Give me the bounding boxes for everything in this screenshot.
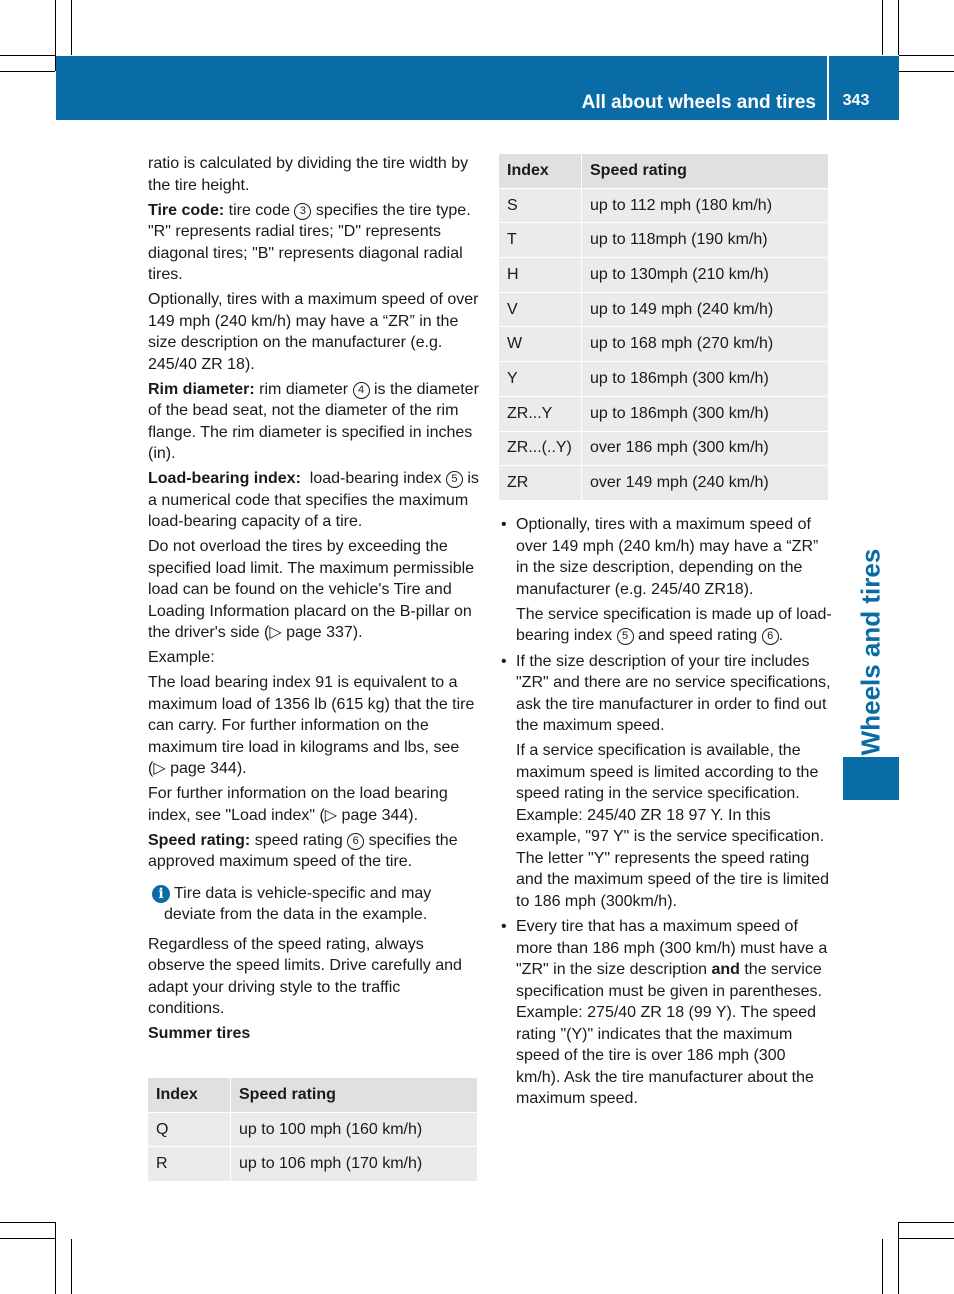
crop-mark [71,0,72,55]
table-cell: S [499,188,582,223]
side-tab-marker [843,757,899,800]
table-cell: Q [148,1112,231,1147]
table-cell: H [499,258,582,293]
table-cell: W [499,327,582,362]
paragraph: Example: [148,649,215,666]
info-icon: i [152,885,170,903]
paragraph: Do not overload the tires by exceeding the specified load limit. The maximum permissible load can be found on the vehicle's Tire and Loading Information placard on the B-pillar on the driver's side (▷ page 337). [148,538,475,641]
paragraph: • If the size description of your tire includes "ZR" and there are no service specifications, ask the tire manufacturer in order to find out the maximum speed. [516,652,831,734]
crop-mark [0,71,55,72]
table-cell: up to 186mph (300 km/h) [582,396,829,431]
table-cell: up to 112 mph (180 km/h) [582,188,829,223]
left-column [148,153,480,1048]
right-column [500,514,832,1114]
table-cell: T [499,223,582,258]
speed-rating-table [499,154,828,501]
callout-number: 5 [617,628,634,645]
crop-mark [0,1222,55,1223]
table-cell: up to 186mph (300 km/h) [582,362,829,397]
table-cell: up to 118mph (190 km/h) [582,223,829,258]
list-item [500,651,832,913]
page-number: 343 [842,92,870,109]
paragraph-speed-rating: Speed rating: speed rating 6 specifies the approved maximum speed of the tire. [148,831,458,870]
callout-number: 4 [353,382,370,399]
paragraph: The load bearing index 91 is equivalent to a maximum load of 1356 lb (615 kg) that the tire can carry. For further information on the maximum tire load in kilograms and lbs, see (▷ page 344). [148,674,475,777]
crop-mark [0,1238,55,1239]
table-header-row [499,154,828,188]
crop-mark [899,71,954,72]
table-cell: ZR [499,466,582,501]
table-row [499,327,828,362]
list-item [500,916,832,1110]
header-divider [827,56,829,120]
table-cell: up to 100 mph (160 km/h) [231,1112,478,1147]
table-cell: up to 106 mph (170 km/h) [231,1147,478,1182]
paragraph: Optionally, tires with a maximum speed of over 149 mph (240 km/h) may have a “ZR” in the size description on the manufacturer (e.g. 245/40 ZR 18). [148,291,479,373]
summer-tires-table [148,1078,477,1182]
paragraph-tire-code: Tire code: tire code 3 specifies the tire type. "R" represents radial tires; "D" represents diagonal tires; "B" represents diagonal radial tires. [148,201,471,283]
table-cell: V [499,292,582,327]
term-label: Tire code: [148,201,225,219]
table-row [499,188,828,223]
paragraph: • Every tire that has a maximum speed of more than 186 mph (300 km/h) must have a "ZR" in the size description and the service specification must be given in parentheses. Example: 275/40 ZR 18 (99 Y). The speed rating "(Y)" indicates that the maximum speed of the tire is over 186 mph (300 km/h). Ask the tire manufacturer about the maximum speed. [516,918,828,1107]
table-cell: over 149 mph (240 km/h) [582,466,829,501]
crop-mark [899,1238,954,1239]
crop-mark [882,1239,883,1294]
paragraph-rim-diameter: Rim diameter: rim diameter 4 is the diameter of the bead seat, not the diameter of the rim flange. The rim diameter is specified in inches (in). [148,380,479,462]
table-header-row [148,1078,477,1112]
column-header: Index [148,1078,231,1112]
paragraph: For further information on the load bearing index, see "Load index" (▷ page 344). [148,785,448,824]
bullet-list [500,514,832,1110]
table-cell: over 186 mph (300 km/h) [582,431,829,466]
crop-mark [899,55,954,56]
table-cell: up to 130mph (210 km/h) [582,258,829,293]
section-heading: Summer tires [148,1025,251,1042]
callout-number: 6 [347,833,364,850]
page-title: All about wheels and tires [581,92,816,113]
table-cell: R [148,1147,231,1182]
callout-number: 6 [762,628,779,645]
crop-mark [882,0,883,55]
table-cell: ZR...Y [499,396,582,431]
paragraph-load-index: Load-bearing index: load-bearing index 5 is a numerical code that specifies the maximum load-bearing capacity of a tire. [148,470,479,530]
crop-mark [898,0,899,55]
table-cell: up to 149 mph (240 km/h) [582,292,829,327]
crop-mark [55,1222,56,1294]
table-row [499,223,828,258]
paragraph: Regardless of the speed rating, always observe the speed limits. Drive carefully and adapt your driving style to the traffic conditions. [148,935,462,1017]
table-cell: Y [499,362,582,397]
info-note: i Tire data is vehicle-specific and may deviate from the data in the example. [148,883,480,926]
callout-number: 5 [446,471,463,488]
side-tab-title: Wheels and tires [855,548,886,756]
term-label: Rim diameter: [148,380,255,398]
paragraph: • Optionally, tires with a maximum speed of over 149 mph (240 km/h) may have a “ZR” in the size description, depending on the manufacturer (e.g. 245/40 ZR18). [516,516,819,598]
table-row [499,431,828,466]
crop-mark [898,1222,899,1294]
table-row [499,396,828,431]
paragraph: ratio is calculated by dividing the tire width by the tire height. [148,155,469,194]
crop-mark [899,1222,954,1223]
paragraph: The service specification is made up of load-bearing index 5 and speed rating 6 . [516,605,832,644]
crop-mark [0,55,55,56]
table-row [148,1147,477,1182]
table-cell: ZR...(..Y) [499,431,582,466]
column-header: Speed rating [582,154,829,188]
list-item [500,514,832,647]
table-row [148,1112,477,1147]
table-row [499,258,828,293]
table-row [499,362,828,397]
column-header: Index [499,154,582,188]
table-row [499,466,828,501]
crop-mark [71,1239,72,1294]
callout-number: 3 [294,203,311,220]
term-label: Load-bearing index: [148,470,301,487]
column-header: Speed rating [231,1078,478,1112]
table-row [499,292,828,327]
term-label: Speed rating: [148,831,251,849]
paragraph: If a service specification is available, the maximum speed is limited according to the speed rating in the service specification. Example: 245/40 ZR 18 97 Y. In this example, "97 Y" is the service specification. The letter "Y" represents the speed rating and the maximum speed of the tire is limited to 186 mph (300km/h). [516,742,830,910]
table-cell: up to 168 mph (270 km/h) [582,327,829,362]
